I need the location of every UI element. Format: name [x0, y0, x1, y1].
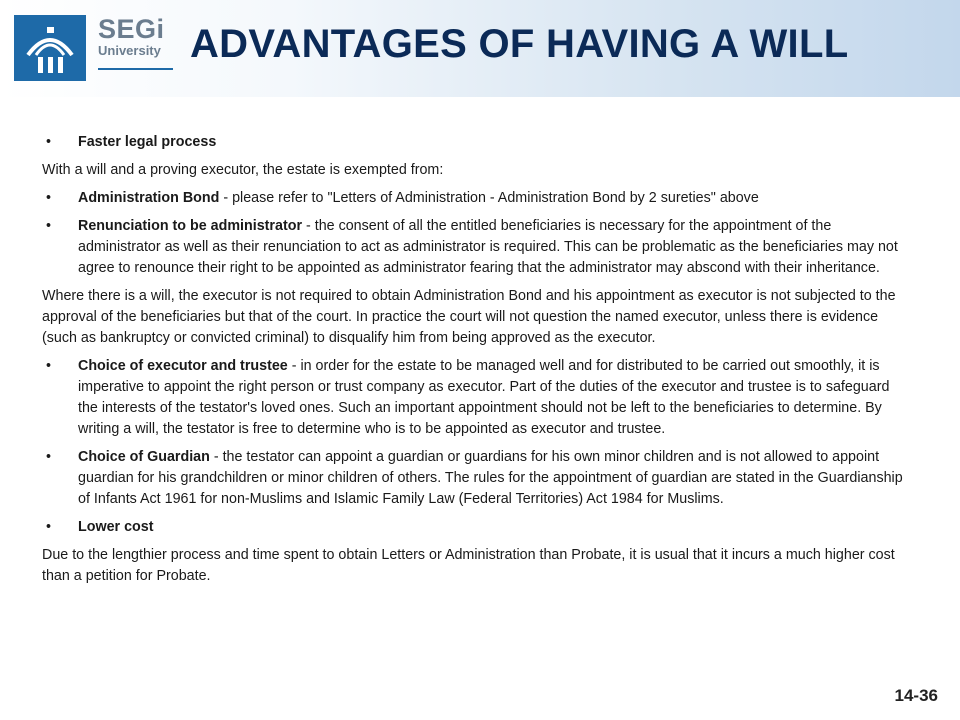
slide-title: ADVANTAGES OF HAVING A WILL [190, 22, 849, 66]
slide-body [42, 132, 912, 594]
bullet-text: - in order for the estate to be managed well and for distributed to be carried out smoothly, it is imperative to appoint the right person or trust company as executor. Part of the duties of the executor and trustee is to safeguard the interests of the testator's loved ones. Such an important appointment should not be left to the beneficiaries to determine. By writing a will, the testator is free to determine who is to be appointed as executor and trustee. [78, 358, 890, 437]
bullet-heading: Choice of executor and trustee [78, 358, 288, 374]
bullet-text: - the testator can appoint a guardian or guardians for his own minor children and is not allowed to appoint guardian for his grandchildren or minor children of others. The rules for the appointment of guardian are stated in the Guardianship of Infants Act 1961 for non-Muslims and Islamic Family Law (Federal Territories) Act 1984 for Muslims. [78, 449, 903, 507]
paragraph-executor-approval: Where there is a will, the executor is not required to obtain Administration Bond and his appointment as executor is not subjected to the approval of the beneficiaries but that of the court. In practice the court will not question the named executor, unless there is evidence (such as bankruptcy or convicted criminal) to disqualify him from being approved as the executor. [42, 288, 896, 346]
bullet-heading: Faster legal process [78, 134, 217, 150]
bullet-administration-bond [42, 188, 912, 209]
bullet-faster-legal-process [42, 132, 912, 153]
bullet-dot: • [46, 190, 52, 206]
bullet-choice-of-executor [42, 356, 912, 440]
logo-name: SEGi [98, 14, 165, 44]
paragraph-cost: Due to the lengthier process and time spent to obtain Letters or Administration than Probate, it is usual that it incurs a much higher cost than a petition for Probate. [42, 547, 895, 584]
bullet-lower-cost [42, 517, 912, 538]
bullet-text: - please refer to "Letters of Administration - Administration Bond by 2 sureties" above [219, 190, 759, 206]
page-number: 14-36 [894, 686, 938, 705]
logo-underline [98, 68, 173, 70]
segi-logo-icon [14, 15, 86, 81]
segi-logo-text [98, 14, 165, 58]
bullet-text: - the consent of all the entitled beneficiaries is necessary for the appointment of the administrator as well as their renunciation to act as administrator is required. This can be problematic as the beneficiaries may not agree to renounce their right to be appointed as administrator fearing that the administrator may abscond with their inheritance. [78, 218, 898, 276]
bullet-choice-of-guardian [42, 447, 912, 510]
bullet-heading: Choice of Guardian [78, 449, 210, 465]
bullet-dot: • [46, 358, 52, 374]
paragraph-exemption-intro: With a will and a proving executor, the estate is exempted from: [42, 162, 444, 178]
bullet-heading: Administration Bond [78, 190, 220, 206]
bullet-dot: • [46, 519, 52, 535]
bullet-dot: • [46, 218, 52, 234]
bullet-dot: • [46, 134, 52, 150]
slide-header [0, 0, 960, 97]
bullet-heading: Lower cost [78, 519, 154, 535]
bullet-heading: Renunciation to be administrator [78, 218, 303, 234]
bullet-renunciation [42, 216, 912, 279]
logo-subtitle: University [98, 43, 161, 58]
bullet-dot: • [46, 449, 52, 465]
